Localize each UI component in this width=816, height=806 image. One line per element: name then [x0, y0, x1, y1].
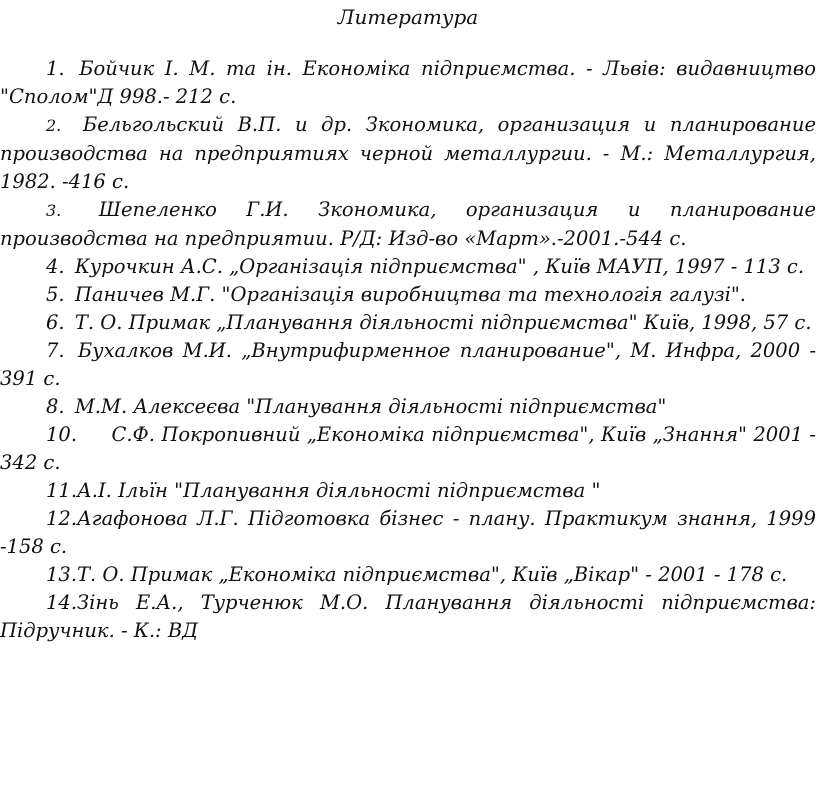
- reference-text: М.М. Алексеєва "Планування діяльності підприємства": [74, 395, 667, 418]
- reference-text: Бельгольский В.П. и др. Зкономика, организация и планирование производства на предприятиях черной металлургии. - М.: Металлургия, 1982. -416 с.: [0, 113, 816, 193]
- reference-number: 5.: [46, 283, 65, 306]
- reference-item-14: [0, 589, 816, 645]
- reference-number: 12.: [46, 507, 78, 530]
- reference-number: 10.: [46, 423, 78, 446]
- reference-text: Шепеленко Г.И. Зкономика, организация и планирование производства на предприятии. Р/Д: Изд-во «Март».-2001.-544 с.: [0, 198, 816, 250]
- reference-item-8: [0, 393, 816, 421]
- reference-item-4: [0, 253, 816, 281]
- reference-number: 13.: [46, 563, 78, 586]
- reference-item-7: [0, 337, 816, 393]
- reference-item-12: [0, 505, 816, 561]
- reference-number: 2.: [46, 116, 62, 135]
- reference-item-13: [0, 561, 816, 589]
- reference-text: А.І. Ільїн "Планування діяльності підприємства ": [77, 479, 601, 502]
- reference-number: 1.: [46, 57, 65, 80]
- reference-number: 3.: [46, 201, 62, 220]
- reference-text: Т. О. Примак „Планування діяльності підприємства" Київ, 1998, 57 с.: [74, 311, 812, 334]
- reference-text: Бойчик І. М. та ін. Економіка підприємства. - Львів: видавництво "Сполом"Д 998.- 212 с.: [0, 57, 816, 108]
- reference-item-10: [0, 421, 816, 477]
- reference-list: [0, 55, 816, 645]
- reference-text: Паничев М.Г. "Організація виробництва та технологія галузі".: [74, 283, 746, 306]
- reference-text: Агафонова Л.Г. Підготовка бізнес - плану. Практикум знання, 1999 -158 с.: [0, 507, 816, 558]
- reference-item-5: [0, 281, 816, 309]
- reference-item-6: [0, 309, 816, 337]
- reference-item-11: [0, 477, 816, 505]
- reference-number: 6.: [46, 311, 65, 334]
- reference-text: Бухалков М.И. „Внутрифирменное планирование", М. Инфра, 2000 - 391 с.: [0, 339, 816, 390]
- reference-text: Зінь Е.А., Турченюк М.О. Планування діяльності підприємства: Підручник. - К.: ВД: [0, 591, 816, 642]
- reference-item-3: [0, 196, 816, 253]
- reference-number: 7.: [46, 339, 65, 362]
- reference-text: Т. О. Примак „Економіка підприємства", Київ „Вікар" - 2001 - 178 с.: [77, 563, 788, 586]
- reference-item-2: [0, 111, 816, 196]
- reference-text: Курочкин А.С. „Організація підприємства" , Київ МАУП, 1997 - 113 с.: [74, 255, 805, 278]
- reference-number: 4.: [46, 255, 65, 278]
- document-title: Литература: [337, 5, 479, 29]
- reference-number: 11.: [46, 479, 78, 502]
- reference-number: 14.: [46, 591, 78, 614]
- reference-number: 8.: [46, 395, 65, 418]
- reference-item-1: [0, 55, 816, 111]
- reference-text: С.Ф. Покропивний „Економіка підприємства", Київ „Знання" 2001 - 342 с.: [0, 423, 816, 474]
